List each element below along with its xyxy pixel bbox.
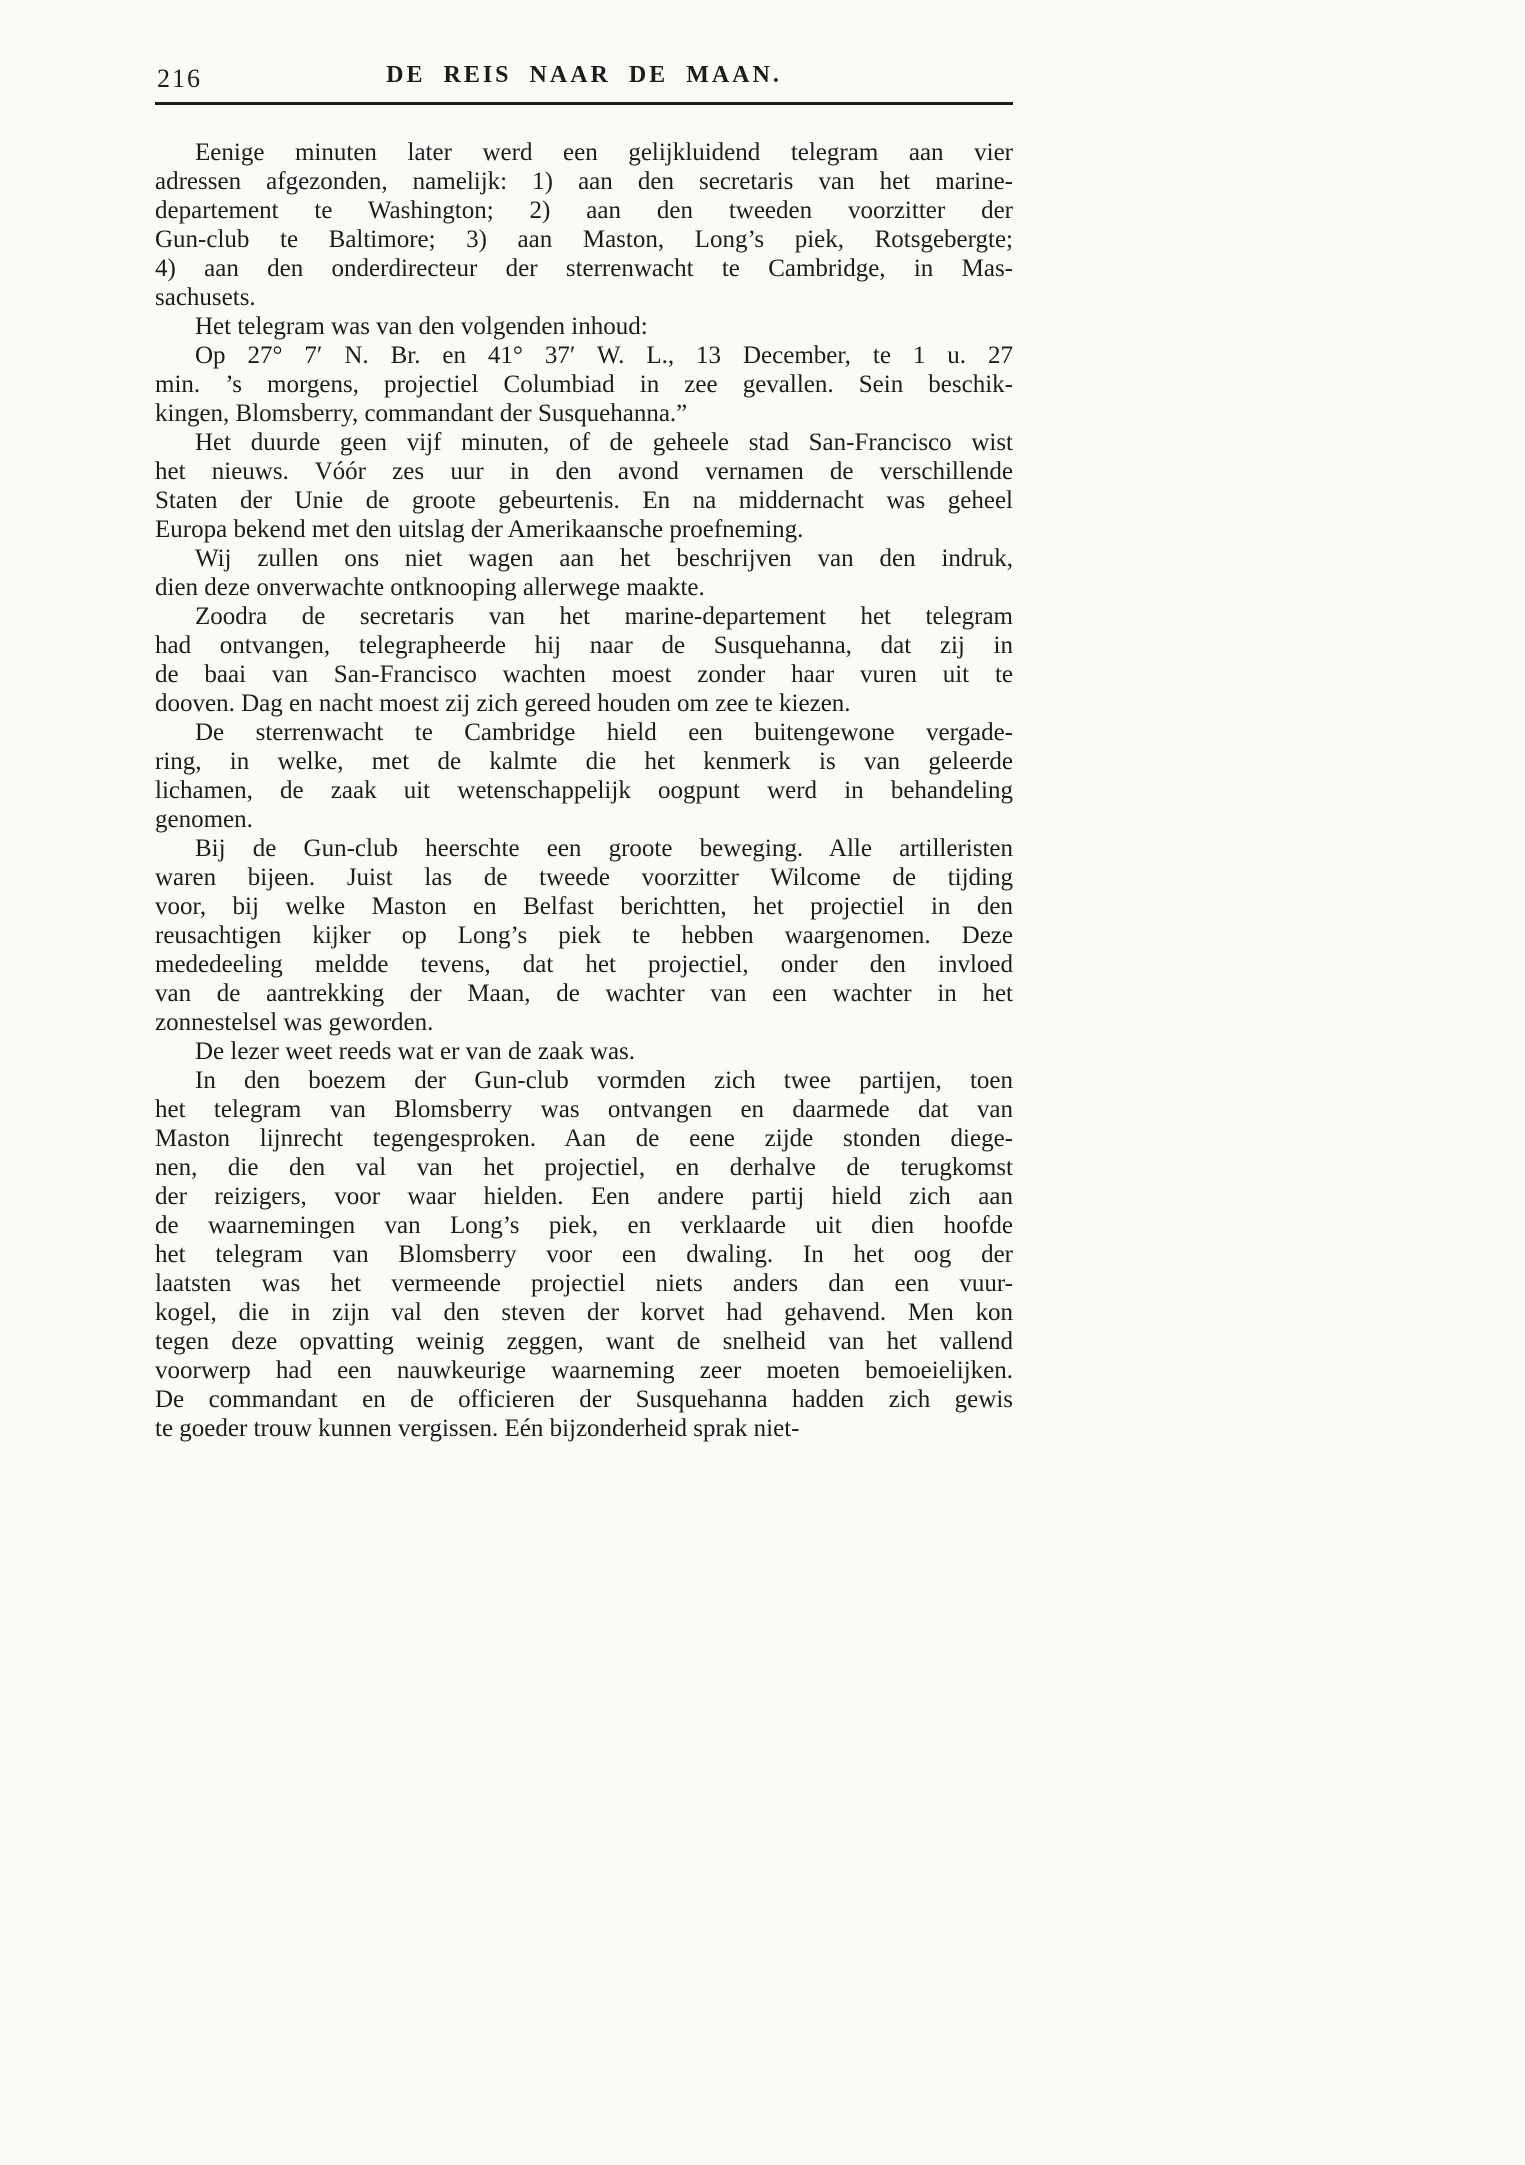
text-line: 4) aan den onderdirecteur der sterrenwacht te Cambridge, in Mas- — [155, 255, 1013, 282]
text-line: Op 27° 7′ N. Br. en 41° 37′ W. L., 13 December, te 1 u. 27 — [195, 342, 1013, 369]
text-line: voor, bij welke Maston en Belfast berichtten, het projectiel in den — [155, 893, 1013, 920]
paragraph — [155, 138, 1013, 312]
text-line: nen, die den val van het projectiel, en derhalve de terugkomst — [155, 1154, 1013, 1181]
text-line: De sterrenwacht te Cambridge hield een buitengewone vergade- — [195, 719, 1013, 746]
text-line: departement te Washington; 2) aan den tweeden voorzitter der — [155, 197, 1013, 224]
text-line: genomen. — [155, 806, 253, 833]
text-line: voorwerp had een nauwkeurige waarneming zeer moeten bemoeielijken. — [155, 1357, 1013, 1384]
text-line: mededeeling meldde tevens, dat het projectiel, onder den invloed — [155, 951, 1013, 978]
text-line: Bij de Gun-club heerschte een groote beweging. Alle artilleristen — [195, 835, 1013, 862]
text-line: van de aantrekking der Maan, de wachter van een wachter in het — [155, 980, 1013, 1007]
paragraph — [155, 1037, 1013, 1066]
text-line: Het duurde geen vijf minuten, of de geheele stad San-Francisco wist — [195, 429, 1013, 456]
paragraph — [155, 312, 1013, 341]
text-line: De lezer weet reeds wat er van de zaak was. — [195, 1038, 636, 1065]
page-number: 216 — [157, 64, 202, 93]
text-line: te goeder trouw kunnen vergissen. Eén bijzonderheid sprak niet- — [155, 1415, 800, 1442]
text-line: Wij zullen ons niet wagen aan het beschrijven van den indruk, — [195, 545, 1013, 572]
text-line: zonnestelsel was geworden. — [155, 1009, 434, 1036]
text-line: Gun-club te Baltimore; 3) aan Maston, Long’s piek, Rotsgebergte; — [155, 226, 1013, 253]
paragraph — [155, 544, 1013, 602]
paragraph — [155, 834, 1013, 1037]
text-line: Eenige minuten later werd een gelijkluidend telegram aan vier — [195, 139, 1013, 166]
text-line: dien deze onverwachte ontknooping allerwege maakte. — [155, 574, 705, 601]
text-line: reusachtigen kijker op Long’s piek te hebben waargenomen. Deze — [155, 922, 1013, 949]
text-line: waren bijeen. Juist las de tweede voorzitter Wilcome de tijding — [155, 864, 1013, 891]
text-line: min. ’s morgens, projectiel Columbiad in zee gevallen. Sein beschik- — [155, 371, 1013, 398]
page-body — [155, 138, 1013, 1443]
text-line: het telegram van Blomsberry voor een dwaling. In het oog der — [155, 1241, 1013, 1268]
paragraph — [155, 602, 1013, 718]
text-line: lichamen, de zaak uit wetenschappelijk oogpunt werd in behandeling — [155, 777, 1013, 804]
running-header — [155, 62, 1013, 92]
text-line: sachusets. — [155, 284, 256, 311]
text-line: ring, in welke, met de kalmte die het kenmerk is van geleerde — [155, 748, 1013, 775]
text-line: de waarnemingen van Long’s piek, en verklaarde uit dien hoofde — [155, 1212, 1013, 1239]
text-line: Zoodra de secretaris van het marine-departement het telegram — [195, 603, 1013, 630]
paragraph — [155, 341, 1013, 428]
running-title: DE REIS NAAR DE MAAN. — [386, 62, 782, 88]
text-line: der reizigers, voor waar hielden. Een andere partij hield zich aan — [155, 1183, 1013, 1210]
paragraph — [155, 718, 1013, 834]
text-line: kogel, die in zijn val den steven der korvet had gehavend. Men kon — [155, 1299, 1013, 1326]
text-line: dooven. Dag en nacht moest zij zich gereed houden om zee te kiezen. — [155, 690, 851, 717]
paragraph — [155, 428, 1013, 544]
text-line: de baai van San-Francisco wachten moest zonder haar vuren uit te — [155, 661, 1013, 688]
text-line: Europa bekend met den uitslag der Amerikaansche proefneming. — [155, 516, 804, 543]
text-line: laatsten was het vermeende projectiel niets anders dan een vuur- — [155, 1270, 1013, 1297]
text-line: In den boezem der Gun-club vormden zich twee partijen, toen — [195, 1067, 1013, 1094]
text-line: Staten der Unie de groote gebeurtenis. En na middernacht was geheel — [155, 487, 1013, 514]
text-line: Het telegram was van den volgenden inhoud: — [195, 313, 648, 340]
text-line: het telegram van Blomsberry was ontvangen en daarmede dat van — [155, 1096, 1013, 1123]
text-line: kingen, Blomsberry, commandant der Susquehanna.” — [155, 400, 688, 427]
text-line: adressen afgezonden, namelijk: 1) aan den secretaris van het marine- — [155, 168, 1013, 195]
text-line: tegen deze opvatting weinig zeggen, want de snelheid van het vallend — [155, 1328, 1013, 1355]
header-rule — [155, 102, 1013, 105]
page-content — [155, 62, 1013, 1443]
text-line: Maston lijnrecht tegengesproken. Aan de eene zijde stonden diege- — [155, 1125, 1013, 1152]
paragraph — [155, 1066, 1013, 1443]
text-line: De commandant en de officieren der Susquehanna hadden zich gewis — [155, 1386, 1013, 1413]
text-line: het nieuws. Vóór zes uur in den avond vernamen de verschillende — [155, 458, 1013, 485]
text-line: had ontvangen, telegrapheerde hij naar de Susquehanna, dat zij in — [155, 632, 1013, 659]
